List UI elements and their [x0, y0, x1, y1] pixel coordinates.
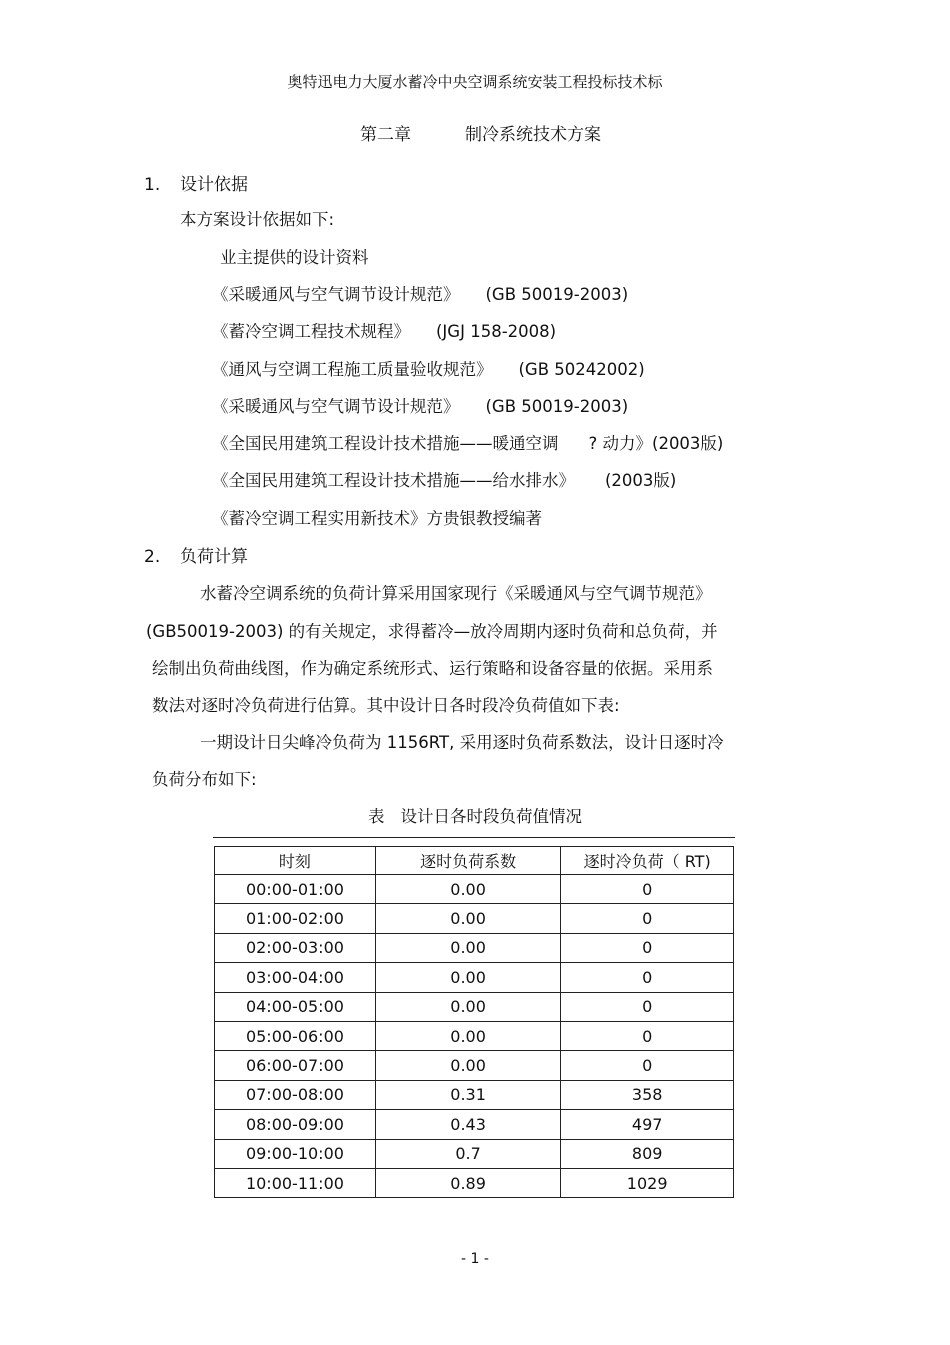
- section-number: 1.: [144, 175, 161, 195]
- table-row: [215, 933, 734, 962]
- load-cell: 0: [561, 933, 734, 962]
- reference-title: 《采暖通风与空气调节设计规范》: [212, 285, 460, 304]
- load-cell: 358: [561, 1080, 734, 1109]
- coefficient-cell: 0.7: [375, 1139, 560, 1168]
- time-cell: 06:00-07:00: [215, 1051, 376, 1080]
- chapter-heading: [360, 120, 601, 145]
- table-row: [215, 1021, 734, 1050]
- reference-code: (GB 50019-2003): [485, 397, 629, 416]
- reference-code: (2003版): [605, 471, 677, 490]
- document-header: 奥特迅电力大厦水蓄冷中央空调系统安装工程投标技术标: [287, 73, 663, 91]
- table-caption: [0, 803, 950, 827]
- reference-title: 《蓄冷空调工程实用新技术》方贵银教授编著: [212, 509, 542, 528]
- reference-item: [212, 281, 628, 305]
- caption-text: 设计日各时段负荷值情况: [400, 807, 582, 826]
- reference-item: [220, 244, 369, 268]
- column-header: 逐时冷负荷（ RT): [561, 847, 734, 875]
- load-cell: 0: [561, 963, 734, 992]
- reference-code: (GB 50019-2003): [485, 285, 629, 304]
- time-cell: 10:00-11:00: [215, 1168, 376, 1197]
- coefficient-cell: 0.00: [375, 1021, 560, 1050]
- load-cell: 497: [561, 1110, 734, 1139]
- reference-code: (JGJ 158-2008): [436, 322, 557, 341]
- table-row: [215, 1051, 734, 1080]
- reference-title: 《通风与空调工程施工质量验收规范》: [212, 360, 493, 379]
- chapter-number: 第二章: [360, 125, 411, 145]
- time-cell: 09:00-10:00: [215, 1139, 376, 1168]
- reference-code: (GB 50242002): [518, 360, 645, 379]
- reference-title: 《蓄冷空调工程技术规程》: [212, 322, 410, 341]
- chapter-title: 制冷系统技术方案: [465, 125, 601, 145]
- load-cell: 0: [561, 875, 734, 904]
- coefficient-cell: 0.00: [375, 904, 560, 933]
- load-table: [214, 846, 734, 1198]
- table-row: [215, 1168, 734, 1197]
- section-title: 负荷计算: [180, 547, 248, 567]
- reference-item: [212, 356, 645, 380]
- time-cell: 07:00-08:00: [215, 1080, 376, 1109]
- paragraph-line: 水蓄冷空调系统的负荷计算采用国家现行《采暖通风与空气调节规范》: [200, 584, 712, 603]
- coefficient-cell: 0.00: [375, 875, 560, 904]
- coefficient-cell: 0.00: [375, 963, 560, 992]
- load-cell: 0: [561, 1021, 734, 1050]
- column-header: 逐时负荷系数: [375, 847, 560, 875]
- table-row: [215, 904, 734, 933]
- time-cell: 08:00-09:00: [215, 1110, 376, 1139]
- paragraph-line: 绘制出负荷曲线图，作为确定系统形式、运行策略和设备容量的依据。采用系: [152, 659, 713, 678]
- table-row: [215, 1080, 734, 1109]
- table-row: [215, 963, 734, 992]
- time-cell: 05:00-06:00: [215, 1021, 376, 1050]
- time-cell: 02:00-03:00: [215, 933, 376, 962]
- load-cell: 809: [561, 1139, 734, 1168]
- coefficient-cell: 0.43: [375, 1110, 560, 1139]
- coefficient-cell: 0.31: [375, 1080, 560, 1109]
- table-row: [215, 1139, 734, 1168]
- reference-item: [212, 467, 676, 491]
- reference-item: [212, 393, 628, 417]
- paragraph-line: 一期设计日尖峰冷负荷为 1156RT, 采用逐时负荷系数法，设计日逐时冷: [200, 733, 724, 752]
- load-cell: 0: [561, 1051, 734, 1080]
- coefficient-cell: 0.00: [375, 992, 560, 1021]
- section-number: 2.: [144, 547, 161, 567]
- section-1-intro: 本方案设计依据如下:: [180, 210, 335, 229]
- reference-item: [212, 318, 556, 342]
- column-header: 时刻: [215, 847, 376, 875]
- paragraph-line: 负荷分布如下:: [152, 770, 257, 789]
- coefficient-cell: 0.00: [375, 933, 560, 962]
- time-cell: 00:00-01:00: [215, 875, 376, 904]
- time-cell: 01:00-02:00: [215, 904, 376, 933]
- section-title: 设计依据: [180, 175, 248, 195]
- coefficient-cell: 0.00: [375, 1051, 560, 1080]
- reference-title: 《全国民用建筑工程设计技术措施——给水排水》: [212, 471, 575, 490]
- table-header-row: [215, 847, 734, 875]
- table-row: [215, 992, 734, 1021]
- reference-title: 《全国民用建筑工程设计技术措施——暖通空调: [212, 434, 559, 453]
- paragraph-line: 数法对逐时冷负荷进行估算。其中设计日各时段冷负荷值如下表:: [152, 696, 620, 715]
- coefficient-cell: 0.89: [375, 1168, 560, 1197]
- time-cell: 03:00-04:00: [215, 963, 376, 992]
- reference-item: [212, 505, 542, 529]
- table-row: [215, 1110, 734, 1139]
- table-top-rule: [213, 837, 735, 838]
- reference-title: 业主提供的设计资料: [220, 248, 369, 267]
- paragraph-line: (GB50019-2003) 的有关规定，求得蓄冷—放冷周期内逐时负荷和总负荷，并: [146, 622, 718, 641]
- section-1-heading: [144, 170, 248, 195]
- time-cell: 04:00-05:00: [215, 992, 376, 1021]
- load-cell: 0: [561, 904, 734, 933]
- section-2-heading: [144, 542, 248, 567]
- reference-item: [212, 430, 723, 454]
- load-cell: 0: [561, 992, 734, 1021]
- table-row: [215, 875, 734, 904]
- reference-code: ? 动力》(2003版): [588, 434, 724, 453]
- caption-prefix: 表: [368, 807, 385, 826]
- reference-title: 《采暖通风与空气调节设计规范》: [212, 397, 460, 416]
- load-cell: 1029: [561, 1168, 734, 1197]
- page-number: - 1 -: [461, 1251, 489, 1267]
